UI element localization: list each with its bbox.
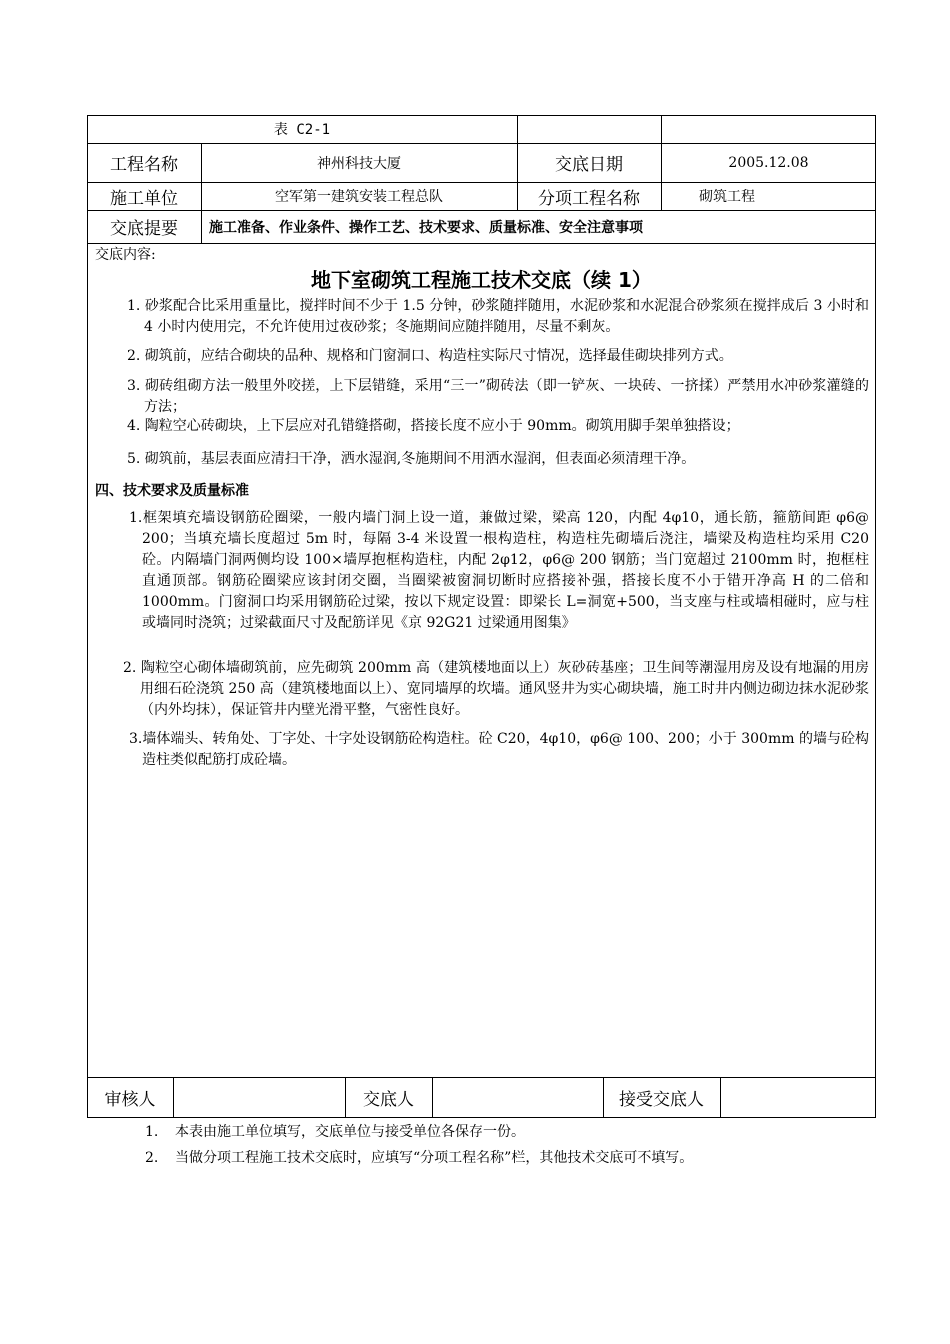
list-item: 4. 陶粒空心砖砌块，上下层应对孔错缝搭砌，搭接长度不应小于 90mm。砌筑用脚手架单独搭设；	[127, 418, 740, 434]
tech-item: 1.框架填充墙设钢筋砼圈梁，一般内墙门洞上设一道，兼做过梁，梁高 120，内配 4φ10，通长筋，箍筋间距 φ6@ 200；当填充墙长度超过 5m 时，每隔 3-4 米设置一根构造柱，构造柱先砌墙后浇注，墙梁及构造柱均采用 C20 砼。内隔墙门洞两侧均设 100×墙厚抱框构造柱，内配 2φ12，φ6@ 200 钢筋；当门宽超过 2100mm 时，抱框柱直通顶部。钢筋砼圈梁应该封闭交圈，当圈梁被窗洞切断时应搭接补强，搭接长度不小于错开净高 H 的二倍和 1000mm。门窗洞口均采用钢筋砼过梁，按以下规定设置：即梁长 L=洞宽+500，当支座与柱或墙相碰时，应与柱或墙同时浇筑；过梁截面尺寸及配筋详见《京 92G21 过梁通用图集》	[129, 510, 869, 631]
footnote-text: 当做分项工程施工技术交底时，应填写“分项工程名称”栏，其他技术交底可不填写。	[175, 1150, 694, 1166]
footnote-text: 本表由施工单位填写，交底单位与接受单位各保存一份。	[175, 1124, 525, 1140]
receiver-signature	[720, 1077, 876, 1118]
reviewer-label: 审核人	[104, 1090, 156, 1110]
subproject-value: 砌筑工程	[699, 189, 755, 205]
list-item: 2. 砌筑前，应结合砌块的品种、规格和门窗洞口、构造柱实际尺寸情况，选择最佳砌块排列方式。	[127, 348, 733, 364]
project-name-value: 神州科技大厦	[317, 155, 401, 172]
tech-item: 3.墙体端头、转角处、丁字处、十字处设钢筋砼构造柱。砼 C20，4φ10，φ6@ 100、200；小于 300mm 的墙与砼构造柱类似配筋打成砼墙。	[129, 731, 869, 768]
footnote	[145, 1122, 525, 1142]
content-intro: 交底内容:	[95, 247, 156, 263]
list-item: 3. 砌砖组砌方法一般里外咬搓，上下层错缝，采用“三一”砌砖法（即一铲灰、一块砖、一挤揉）严禁用水冲砂浆灌缝的方法；	[127, 378, 869, 415]
subproject-label: 分项工程名称	[538, 188, 640, 209]
footnote	[145, 1148, 693, 1168]
reviewer-signature	[173, 1077, 345, 1118]
summary-label: 交底提要	[110, 219, 178, 239]
discloser-label: 交底人	[363, 1090, 414, 1110]
form-code: 表 C2-1	[273, 122, 331, 138]
unit-value: 空军第一建筑安装工程总队	[275, 189, 443, 205]
tech-item: 2. 陶粒空心砌体墙砌筑前，应先砌筑 200mm 高（建筑楼地面以上）灰砂砖基座；卫生间等潮湿用房及设有地漏的用房用细石砼浇筑 250 高（建筑楼地面以上）、宽同墙厚的坎墙。通风竖井为实心砌块墙，施工时井内侧边砌边抹水泥砂浆（内外均抹），保证管井内壁光滑平整，气密性良好。	[123, 660, 869, 718]
unit-label: 施工单位	[110, 188, 178, 209]
receiver-label: 接受交底人	[619, 1090, 704, 1110]
discloser-signature	[432, 1077, 603, 1118]
footnote-number: 1.	[145, 1124, 159, 1140]
date-label: 交底日期	[555, 155, 623, 175]
disclosure-content	[87, 244, 876, 1076]
list-item: 5. 砌筑前，基层表面应清扫干净，洒水湿润,冬施期间不用洒水湿润，但表面必须清理干净。	[127, 451, 696, 467]
section-heading: 四、技术要求及质量标准	[95, 483, 249, 499]
date-value: 2005.12.08	[728, 154, 809, 171]
footnote-number: 2.	[145, 1150, 159, 1166]
list-item: 1. 砂浆配合比采用重量比，搅拌时间不少于 1.5 分钟，砂浆随拌随用，水泥砂浆和水泥混合砂浆须在搅拌成后 3 小时和 4 小时内使用完，不允许使用过夜砂浆；冬施期间应随拌随用，尽量不剩灰。	[127, 298, 869, 335]
content-title: 地下室砌筑工程施工技术交底（续 1）	[311, 268, 652, 292]
project-name-label: 工程名称	[110, 155, 178, 175]
summary-value: 施工准备、作业条件、操作工艺、技术要求、质量标准、安全注意事项	[209, 219, 643, 236]
